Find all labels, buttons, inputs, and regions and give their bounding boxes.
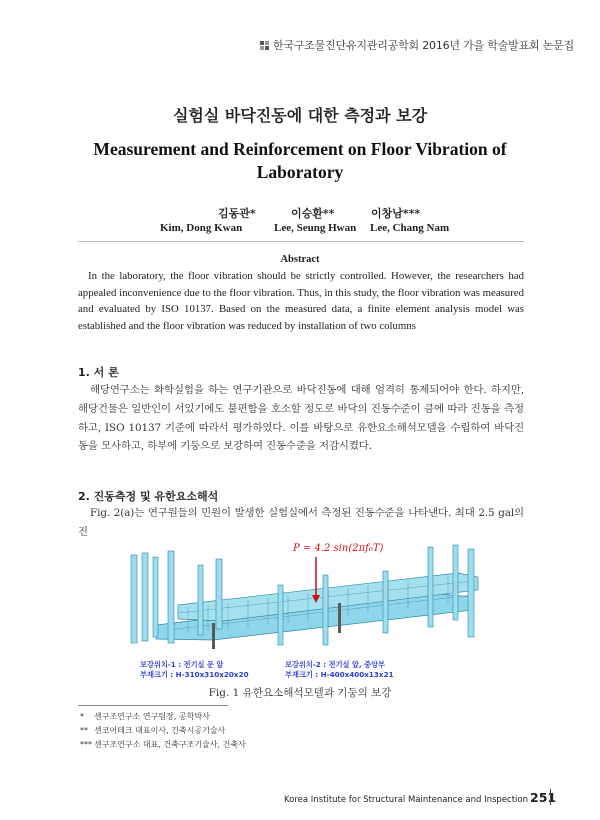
author-divider	[78, 241, 524, 242]
section-2-text: Fig. 2(a)는 연구원들의 민원이 발생한 실험실에서 측정된 진동수준을 나타낸다. 최대 2.5 gal의 진	[78, 507, 524, 538]
footnote-divider	[78, 705, 228, 706]
author-1-english: Kim, Dong Kwan	[160, 222, 243, 234]
title-korean: 실험실 바닥진동에 대한 측정과 보강	[172, 106, 428, 125]
page-bar	[550, 789, 551, 805]
footer-text: Korea Institute for Structural Maintenance and Inspection	[284, 795, 528, 805]
left-label-line-2: 부재크기 : H-310x310x20x20	[140, 670, 249, 679]
author-2-korean: 이승환**	[291, 207, 335, 220]
section-2-heading: 2. 진동측정 및 유한요소해석	[78, 490, 219, 503]
author-1-korean: 김동관*	[218, 207, 256, 220]
section-1-text: 해당연구소는 화학실험을 하는 연구기관으로 바닥진동에 대해 엄격히 통제되어야 한다. 하지만, 해당건물은 일반인이 서있기에도 불편함을 호소할 정도로 바닥의 진동수준이 큼에 따라 진동을 측정하고, ISO 10137 기준에 따라서 평가하였다. 이를 바탕으로 유한요소해석모델을 수립하여 바닥진동을 모사하고, 하부에 기둥으로 보강하여 진동수준을 저감시켰다.	[78, 384, 524, 453]
author-2-english: Lee, Seung Hwan	[274, 222, 357, 234]
header-text: 한국구조물진단유지관리공학회 2016년 가을 학술발표회 논문집	[272, 39, 574, 52]
abstract-heading: Abstract	[280, 254, 320, 265]
footnotes	[80, 710, 246, 752]
left-label-line-1: 보강위치-1 : 전기실 문 앞	[140, 660, 224, 669]
footnote-2: ** 센코어테크 대표이사, 건축시공기술사	[80, 726, 226, 735]
author-3-korean: 이창남***	[371, 207, 421, 220]
abstract-text: In the laboratory, the floor vibration should be strictly controlled. However, the researchers had appealed inconvenience due to the floor vibration. Thus, in this study, the floor vibration was measured and evaluated by ISO 10137. Based on the measured data, a finite element analysis model was established and the floor vibration was reduced by installation of two columns	[78, 270, 524, 332]
title-english: Measurement and Reinforcement on Floor Vibration of Laboratory	[93, 139, 507, 182]
load-label: P = 4.2 sin(2πf₀T)	[293, 543, 384, 554]
right-label-line-1: 보강위치-2 : 전기실 앞, 중앙부	[285, 660, 385, 669]
load-arrow	[312, 557, 320, 603]
figure-caption: Fig. 1 유한요소해석모델과 기둥의 보강	[208, 687, 392, 699]
running-header	[260, 37, 574, 53]
right-label-line-2: 부재크기 : H-400x400x13x21	[285, 670, 394, 679]
footnote-3: *** 센구조연구소 대표, 건축구조기술사, 건축사	[80, 740, 246, 749]
fe-model-figure	[128, 535, 483, 685]
author-3-english: Lee, Chang Nam	[370, 222, 450, 234]
footnote-1: * 센구조연구소 연구팀장, 공학박사	[80, 712, 210, 721]
section-1-heading: 1. 서 론	[78, 366, 119, 379]
fe-model-svg	[128, 535, 483, 685]
header-mark-icon	[260, 41, 269, 50]
page-number: 251	[530, 790, 557, 805]
